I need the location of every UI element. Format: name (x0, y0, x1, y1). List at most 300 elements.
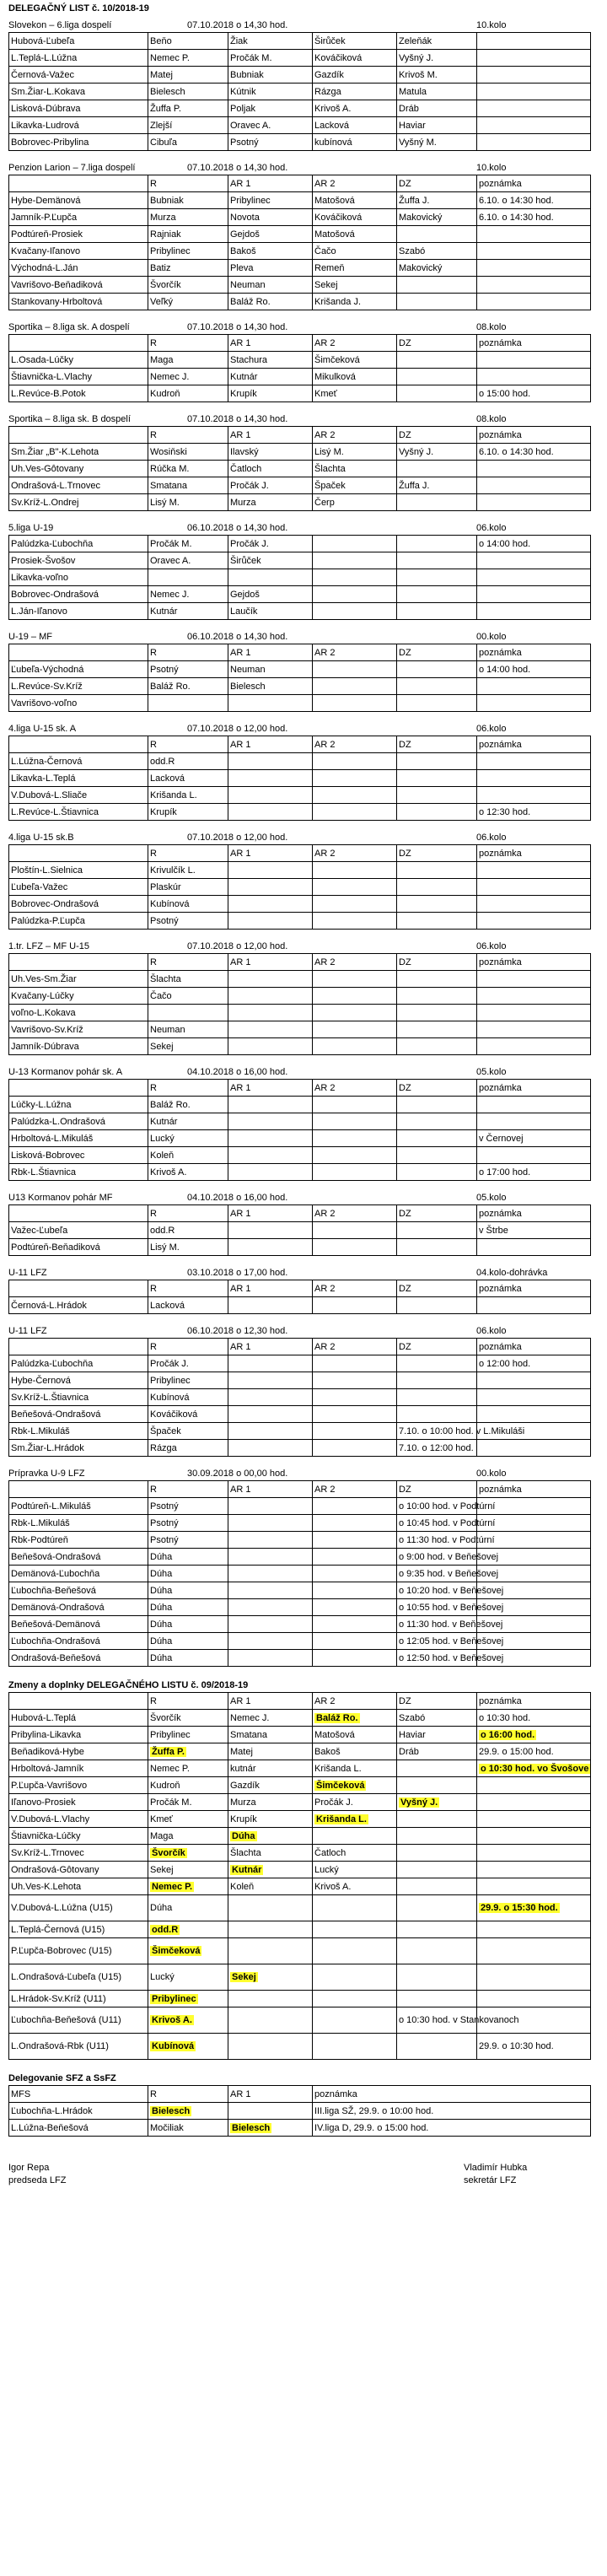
table-cell-text: Sv.Kríž-L.Štiavnica (11, 1392, 89, 1403)
table-cell-text: Ľubochňa-Beňešová (11, 1585, 96, 1596)
table-cell-text: Dúha (150, 1602, 173, 1613)
changes-cell-text: Čatloch (314, 1847, 346, 1858)
table-row (9, 988, 591, 1005)
changes-cell (9, 1964, 148, 1991)
table-cell (9, 100, 148, 117)
header-cell (148, 1693, 228, 1710)
header-cell-text: AR 2 (314, 178, 336, 189)
table-cell (397, 1599, 504, 1616)
table-cell (313, 1005, 397, 1021)
table-cell-text: L.Lúžna-Černová (11, 756, 83, 767)
table-cell-text: Pleva (230, 262, 254, 273)
header-cell-text: DZ (399, 1484, 411, 1495)
table-cell-text: Lisý M. (150, 497, 180, 508)
table-cell (477, 1239, 591, 1256)
section-round: 06.kolo (476, 523, 507, 533)
table-cell (477, 536, 591, 552)
changes-row (9, 1727, 591, 1743)
changes-cell-text: Dráb (399, 1746, 419, 1757)
table-cell (9, 1097, 148, 1113)
header-cell-text: AR 1 (230, 848, 251, 859)
table-header-row (9, 335, 591, 352)
table-cell (9, 1532, 148, 1549)
changes-cell (313, 1991, 397, 2007)
table-cell (313, 536, 397, 552)
changes-cell (9, 1845, 148, 1862)
table-cell (228, 1440, 313, 1457)
changes-cell (397, 1828, 477, 1845)
table-cell-text: Vyšný J. (399, 446, 434, 457)
table-cell-text: Matošová (314, 229, 355, 240)
table-cell (228, 209, 313, 226)
changes-cell-text: Matej (230, 1746, 253, 1757)
table-cell (397, 1239, 477, 1256)
changes-cell-text: Nemec J. (230, 1712, 270, 1723)
table-cell-text: Neuman (230, 279, 266, 290)
table-cell (9, 971, 148, 988)
header-cell-match (9, 845, 148, 862)
sfz-row (9, 2120, 591, 2137)
table-cell (477, 444, 591, 461)
changes-cell-text: Pribylina-Likavka (11, 1729, 82, 1740)
table-cell (9, 461, 148, 477)
table-row (9, 661, 591, 678)
changes-cell (397, 1991, 477, 2007)
table-cell (477, 770, 591, 787)
table-cell (148, 536, 228, 552)
changes-cell (148, 2007, 228, 2034)
table-cell (148, 1222, 228, 1239)
table-cell (228, 277, 313, 294)
table-cell (313, 1650, 397, 1667)
table-cell (148, 1389, 228, 1406)
changes-cell (148, 1811, 228, 1828)
table-cell-text: Ploštín-L.Sielnica (11, 865, 83, 876)
table-cell (228, 862, 313, 879)
table-cell (477, 494, 591, 511)
table-cell-text: Podtúreň-Prosiek (11, 229, 83, 240)
table-row (9, 1650, 591, 1667)
changes-cell (228, 1938, 313, 1964)
table-cell (397, 1406, 477, 1423)
table-cell (477, 369, 591, 385)
table-cell (477, 879, 591, 896)
table-cell (148, 1616, 228, 1633)
table-cell (313, 879, 397, 896)
header-cell (397, 954, 477, 971)
table-row (9, 209, 591, 226)
table-cell (477, 753, 591, 770)
table-cell (397, 294, 477, 310)
table-cell (148, 678, 228, 695)
table-cell (9, 1355, 148, 1372)
header-cell (397, 1339, 477, 1355)
table-row (9, 770, 591, 787)
table-cell-text: Pribylinec (150, 1375, 191, 1386)
table-cell (9, 862, 148, 879)
sfz-header-cell-text: poznámka (314, 2088, 357, 2099)
header-cell (477, 1339, 591, 1355)
sfz-cell-text: IV.liga D, 29.9. o 15:00 hod. (314, 2122, 429, 2133)
changes-cell-text: Pribylinec (152, 1993, 196, 2004)
table-cell-text: o 12:05 hod. v Beňešovej (399, 1636, 504, 1646)
header-cell-match (9, 175, 148, 192)
signature-right (464, 2162, 527, 2187)
table-cell-text: o 10:20 hod. v Beňešovej (399, 1585, 504, 1596)
table-row (9, 352, 591, 369)
header-cell-text: AR 2 (314, 1082, 336, 1093)
table-cell (397, 569, 477, 586)
header-cell-text: AR 1 (230, 1208, 251, 1219)
header-cell (228, 736, 313, 753)
section-date: 03.10.2018 o 17,00 hod. (187, 1268, 288, 1278)
changes-table (8, 1692, 591, 2060)
table-cell (9, 896, 148, 913)
table-cell-text: Šlachta (314, 463, 346, 474)
section-title: 4.liga U-15 sk.B (8, 833, 74, 843)
changes-cell-text: Švorčík (152, 1847, 185, 1858)
table-cell (148, 226, 228, 243)
changes-cell-text: Kmeť (150, 1813, 173, 1824)
table-cell (148, 1599, 228, 1616)
table-cell (397, 804, 477, 821)
table-cell-text: Smatana (150, 480, 188, 491)
table-cell (477, 787, 591, 804)
table-cell-text: Psotný (230, 137, 259, 148)
changes-cell (313, 1845, 397, 1862)
table-cell (228, 1372, 313, 1389)
section-round: 08.kolo (476, 322, 507, 332)
table-cell (477, 1222, 591, 1239)
table-cell-text: Sekej (314, 279, 338, 290)
table-cell-text: Podtúreň-L.Mikuláš (11, 1501, 91, 1512)
table-cell-text: Likavka-voľno (11, 572, 69, 583)
table-cell (9, 1515, 148, 1532)
changes-cell-text: L.Ondrašová-Rbk (U11) (11, 2040, 109, 2051)
header-cell (228, 1339, 313, 1355)
table-cell (477, 294, 591, 310)
table-cell-text: v Štrbe (479, 1225, 508, 1236)
changes-row (9, 1878, 591, 1895)
table-cell-text: Baláž Ro. (150, 1099, 191, 1110)
table-header-row (9, 736, 591, 753)
header-cell-text: poznámka (479, 739, 522, 750)
table-cell (9, 1650, 148, 1667)
table-cell-text: Dúha (150, 1568, 173, 1579)
table-cell (9, 1440, 148, 1457)
header-cell (397, 736, 477, 753)
header-cell (228, 1205, 313, 1222)
table-row (9, 1423, 591, 1440)
table-cell (228, 1130, 313, 1147)
section-date: 06.10.2018 o 14,30 hod. (187, 523, 288, 533)
table-cell (397, 134, 477, 151)
changes-cell (313, 1743, 397, 1760)
table-cell (477, 678, 591, 695)
table-row (9, 603, 591, 620)
table-cell-text: Pročák J. (230, 538, 269, 549)
table-cell (228, 678, 313, 695)
table-cell (9, 603, 148, 620)
header-cell (313, 845, 397, 862)
table-cell-text: Šimčeková (314, 354, 360, 365)
section-round: 06.kolo (476, 724, 507, 734)
changes-cell (9, 2034, 148, 2060)
table-row (9, 1616, 591, 1633)
table-cell (477, 569, 591, 586)
table-row (9, 260, 591, 277)
table-cell-text: Krivoš A. (314, 103, 352, 114)
header-cell (148, 427, 228, 444)
table-cell-text: Psotný (150, 1517, 179, 1528)
changes-cell (9, 1710, 148, 1727)
table-cell-text: Psotný (150, 1501, 179, 1512)
header-cell-text: DZ (399, 739, 411, 750)
table-cell-text: Remeň (314, 262, 345, 273)
table-cell (477, 33, 591, 50)
section-round: 00.kolo (476, 632, 507, 642)
header-cell-text: DZ (399, 1341, 411, 1352)
sfz-cell (148, 2120, 228, 2137)
changes-cell (477, 1862, 591, 1878)
changes-cell-text: L.Teplá-Černová (U15) (11, 1924, 105, 1935)
table-cell (313, 1297, 397, 1314)
table-cell (313, 1616, 397, 1633)
table-cell (9, 260, 148, 277)
table-cell (148, 444, 228, 461)
section-table (8, 1204, 591, 1256)
table-cell-text: V.Dubová-L.Sliače (11, 790, 88, 800)
table-cell (148, 1005, 228, 1021)
table-cell (9, 586, 148, 603)
changes-cell (148, 1878, 228, 1895)
table-row (9, 1440, 591, 1457)
table-cell (228, 1097, 313, 1113)
section-round: 06.kolo (476, 1326, 507, 1336)
table-cell (313, 913, 397, 930)
changes-cell (397, 2007, 519, 2034)
sfz-cell (9, 2120, 148, 2137)
changes-cell-text: Nemec P. (152, 1881, 193, 1892)
changes-cell-text: Sekej (150, 1864, 174, 1875)
table-cell-text: odd.R (150, 1225, 175, 1236)
changes-cell (477, 1727, 591, 1743)
table-cell-text: Sv.Kríž-L.Ondrej (11, 497, 79, 508)
table-cell (228, 1222, 313, 1239)
table-cell (477, 913, 591, 930)
table-cell-text: Rúčka M. (150, 463, 190, 474)
changes-cell (397, 1878, 477, 1895)
table-cell (9, 1372, 148, 1389)
header-cell (228, 1280, 313, 1297)
header-cell (313, 1693, 397, 1710)
table-cell (148, 1021, 228, 1038)
table-row (9, 1599, 591, 1616)
header-cell-text: AR 1 (230, 739, 251, 750)
header-cell (313, 175, 397, 192)
table-cell (228, 352, 313, 369)
changes-cell-text: Ondrašová-Gôtovany (11, 1864, 99, 1875)
changes-cell-text: Pribylinec (150, 1729, 191, 1740)
sfz-header-cell-text: R (150, 2088, 157, 2099)
table-cell (9, 569, 148, 586)
table-cell (9, 1130, 148, 1147)
section-header (8, 19, 599, 32)
table-cell-text: Matošová (314, 195, 355, 206)
table-cell-text: Psotný (150, 1534, 179, 1545)
table-cell-text: Kvačany-Lúčky (11, 990, 74, 1001)
table-cell (9, 369, 148, 385)
header-cell (313, 644, 397, 661)
changes-cell-text: Baláž Ro. (316, 1712, 358, 1723)
table-cell (9, 1164, 148, 1181)
header-cell (148, 644, 228, 661)
table-header-row (9, 175, 591, 192)
changes-cell-text: P.Ľupča-Bobrovec (U15) (11, 1945, 112, 1956)
changes-cell (313, 1921, 397, 1938)
table-cell (313, 192, 397, 209)
changes-cell (477, 1991, 591, 2007)
header-cell-text: DZ (399, 1082, 411, 1093)
table-cell (313, 787, 397, 804)
changes-cell (9, 1991, 148, 2007)
section-round: 10.kolo (476, 20, 507, 30)
header-cell (477, 845, 591, 862)
table-cell-text: Špaček (314, 480, 346, 491)
table-cell-text: Kmeť (314, 388, 337, 399)
table-row (9, 586, 591, 603)
table-cell (9, 1389, 148, 1406)
header-cell (313, 1205, 397, 1222)
table-row (9, 50, 591, 67)
table-cell (9, 988, 148, 1005)
section-header (8, 722, 599, 736)
changes-cell (397, 1777, 477, 1794)
table-cell-text: Bobrovec-Ondrašová (11, 589, 99, 600)
table-cell (148, 971, 228, 988)
table-cell (9, 277, 148, 294)
table-row (9, 896, 591, 913)
table-cell (148, 1164, 228, 1181)
table-cell-text: Stankovany-Hrboltová (11, 296, 103, 307)
table-cell-text: Kubínová (150, 898, 190, 909)
table-cell-text: Sm.Žiar „B"-K.Lehota (11, 446, 99, 457)
changes-cell-text: 29.9. o 10:30 hod. (479, 2041, 554, 2051)
header-cell-match (9, 335, 148, 352)
table-row (9, 1515, 591, 1532)
table-cell (313, 695, 397, 712)
changes-cell (397, 1845, 477, 1862)
table-cell (397, 1423, 525, 1440)
section-title: Penzion Larion – 7.liga dospelí (8, 163, 136, 173)
table-cell-text: Hybe-Demänová (11, 195, 81, 206)
header-cell-text: DZ (399, 1208, 411, 1219)
table-cell-text: o 12:30 hod. (479, 806, 531, 817)
changes-cell (228, 1921, 313, 1938)
changes-cell (228, 1727, 313, 1743)
changes-cell-text: Pročák J. (314, 1797, 353, 1808)
header-cell (228, 845, 313, 862)
table-cell-text: Baláž Ro. (150, 681, 191, 692)
changes-cell-text: Lucký (150, 1972, 175, 1982)
table-cell (9, 753, 148, 770)
sfz-header-cell (228, 2086, 313, 2103)
table-cell-text: Pročák J. (230, 480, 269, 491)
header-cell-text: DZ (399, 1695, 411, 1706)
section-title: U-11 LFZ (8, 1326, 47, 1336)
section-round: 06.kolo (476, 941, 507, 951)
changes-cell (313, 1895, 397, 1921)
table-row (9, 444, 591, 461)
table-row (9, 1164, 591, 1181)
table-cell-text: Vavrišovo-Beňadiková (11, 279, 103, 290)
changes-cell (477, 1743, 591, 1760)
table-cell (148, 695, 228, 712)
table-cell (313, 988, 397, 1005)
table-cell (9, 695, 148, 712)
changes-cell (397, 1760, 477, 1777)
table-cell (148, 1515, 228, 1532)
table-cell (228, 1650, 313, 1667)
table-cell-text: Beňešová-Demänová (11, 1619, 100, 1630)
header-cell-text: R (150, 429, 157, 440)
table-cell (228, 477, 313, 494)
table-cell-text: Čatloch (230, 463, 262, 474)
changes-cell-text: o 10:30 hod. vo Švošove (481, 1763, 589, 1774)
table-cell-text: Rajniak (150, 229, 181, 240)
table-cell (148, 1532, 228, 1549)
table-cell (148, 1440, 228, 1457)
table-cell (397, 988, 477, 1005)
table-cell-text: Hubová-Ľubeľa (11, 35, 75, 46)
table-cell-text: Veľký (150, 296, 174, 307)
table-cell-text: Koleň (150, 1150, 175, 1161)
table-cell (397, 117, 477, 134)
table-cell (397, 1297, 477, 1314)
table-cell (9, 1549, 148, 1566)
table-cell (9, 84, 148, 100)
changes-cell (313, 1727, 397, 1743)
table-cell (228, 1038, 313, 1055)
changes-cell-text: L.Hrádok-Sv.Kríž (U11) (11, 1993, 106, 2004)
sfz-cell-text: Močiliak (150, 2122, 184, 2133)
table-header-row (9, 845, 591, 862)
table-cell (313, 494, 397, 511)
sfz-header-cell (148, 2086, 228, 2103)
header-cell-text: AR 1 (230, 957, 251, 967)
table-row (9, 100, 591, 117)
changes-cell (148, 1964, 228, 1991)
table-row (9, 695, 591, 712)
changes-cell (148, 1845, 228, 1862)
table-cell-text: Ľubeľa-Východná (11, 664, 84, 675)
table-cell (477, 695, 591, 712)
table-cell-text: Uh.Ves-Gôtovany (11, 463, 84, 474)
table-cell (228, 603, 313, 620)
header-cell-text: AR 2 (314, 1208, 336, 1219)
section-date: 04.10.2018 o 16,00 hod. (187, 1193, 288, 1203)
table-cell-text: Černová-Važec (11, 69, 74, 80)
table-cell-text: o 12:00 hod. (479, 1358, 531, 1369)
header-cell-text: AR 2 (314, 647, 336, 658)
table-cell (148, 879, 228, 896)
table-cell-text: Lisý M. (150, 1242, 180, 1253)
header-cell-text: AR 2 (314, 957, 336, 967)
table-cell (228, 1599, 313, 1616)
header-cell-text: AR 2 (314, 429, 336, 440)
table-row (9, 1532, 591, 1549)
match-section (8, 1467, 599, 1667)
